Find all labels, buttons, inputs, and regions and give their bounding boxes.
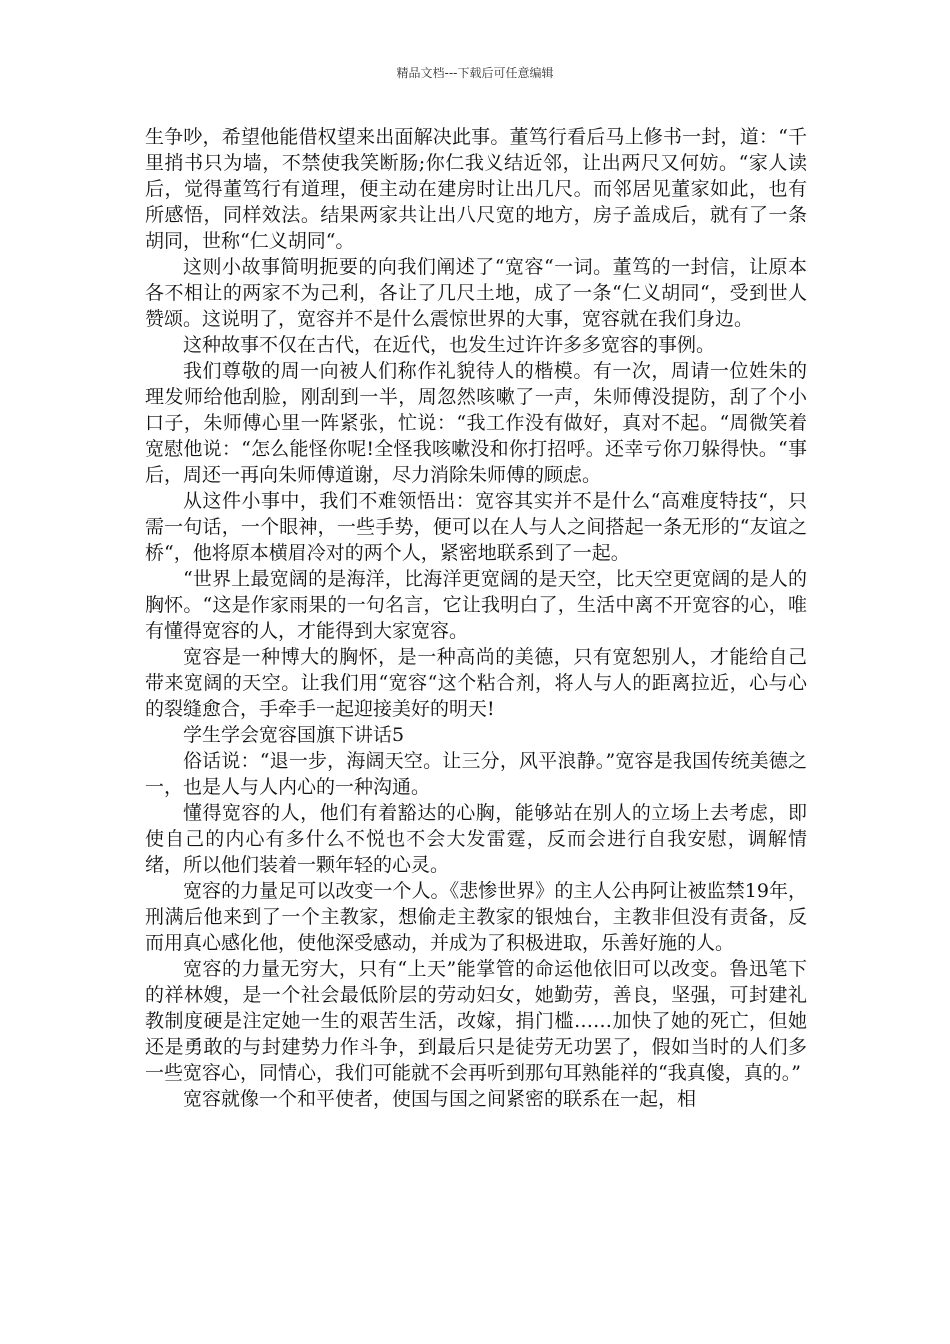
paragraph-continuation: 生争吵，希望他能借权望来出面解决此事。董笃行看后马上修书一封，道：“千里捎书只为墙，不禁使我笑断肠;你仁我义结近邻，让出两尺又何妨。“家人读后，觉得董笃行有道理，便主动在建房时让出几尺。而邻居见董家如此，也有所感悟，同样效法。结果两家共让出八尺宽的地方，房子盖成后，就有了一条胡同，世称“仁义胡同“。 xyxy=(145,126,807,252)
paragraph: 从这件小事中，我们不难领悟出：宽容其实并不是什么“高难度特技“，只需一句话，一个眼神，一些手势，便可以在人与人之间搭起一条无形的“友谊之桥“，他将原本横眉冷对的两个人，紧密地联系到了一起。 xyxy=(145,490,807,564)
section-title: 学生学会宽容国旗下讲话5 xyxy=(183,724,405,746)
paragraph: 俗话说：“退一步，海阔天空。让三分，风平浪静。”宽容是我国传统美德之一，也是人与人内心的一种沟通。 xyxy=(145,750,807,798)
paragraph: “世界上最宽阔的是海洋，比海洋更宽阔的是天空，比天空更宽阔的是人的胸怀。“这是作家雨果的一句名言，它让我明白了，生活中离不开宽容的心，唯有懂得宽容的人，才能得到大家宽容。 xyxy=(145,568,807,642)
paragraph: 宽容就像一个和平使者，使国与国之间紧密的联系在一起，相 xyxy=(183,1088,697,1110)
paragraph: 宽容的力量足可以改变一个人。《悲惨世界》的主人公冉阿让被监禁19年，刑满后他来到了一个主教家，想偷走主教家的银烛台，主教非但没有责备，反而用真心感化他，使他深受感动，并成为了积极进取，乐善好施的人。 xyxy=(145,880,807,954)
paragraph: 懂得宽容的人，他们有着豁达的心胸，能够站在别人的立场上去考虑，即使自己的内心有多什么不悦也不会大发雷霆，反而会进行自我安慰，调解情绪，所以他们装着一颗年轻的心灵。 xyxy=(145,802,807,876)
document-body xyxy=(145,124,807,1112)
page-header: 精品文档---下载后可任意编辑 xyxy=(396,66,554,80)
paragraph: 宽容的力量无穷大，只有“上天”能掌管的命运他依旧可以改变。鲁迅笔下的祥林嫂，是一个社会最低阶层的劳动妇女，她勤劳，善良，坚强，可封建礼教制度硬是注定她一生的艰苦生活，改嫁，捐门槛……加快了她的死亡，但她还是勇敢的与封建势力作斗争，到最后只是徒劳无功罢了，假如当时的人们多一些宽容心，同情心，我们可能就不会再听到那句耳熟能祥的“我真傻，真的。” xyxy=(145,958,807,1084)
paragraph: 这种故事不仅在古代，在近代，也发生过许许多多宽容的事例。 xyxy=(183,334,716,356)
paragraph: 我们尊敬的周一向被人们称作礼貌待人的楷模。有一次，周请一位姓朱的理发师给他刮脸，刚刮到一半，周忽然咳嗽了一声，朱师傅没提防，刮了个小口子，朱师傅心里一阵紧张，忙说：“我工作没有做好，真对不起。“周微笑着宽慰他说：“怎么能怪你呢!全怪我咳嗽没和你打招呼。还幸亏你刀躲得快。“事后，周还一再向朱师傅道谢，尽力消除朱师傅的顾虑。 xyxy=(145,360,807,486)
paragraph: 宽容是一种博大的胸怀，是一种高尚的美德，只有宽恕别人，才能给自己带来宽阔的天空。让我们用“宽容“这个粘合剂，将人与人的距离拉近，心与心的裂缝愈合，手牵手一起迎接美好的明天! xyxy=(145,646,807,720)
paragraph: 这则小故事简明扼要的向我们阐述了“宽容“一词。董笃的一封信，让原本各不相让的两家不为己利，各让了几尺土地，成了一条“仁义胡同“，受到世人赞颂。这说明了，宽容并不是什么震惊世界的大事，宽容就在我们身边。 xyxy=(145,256,807,330)
